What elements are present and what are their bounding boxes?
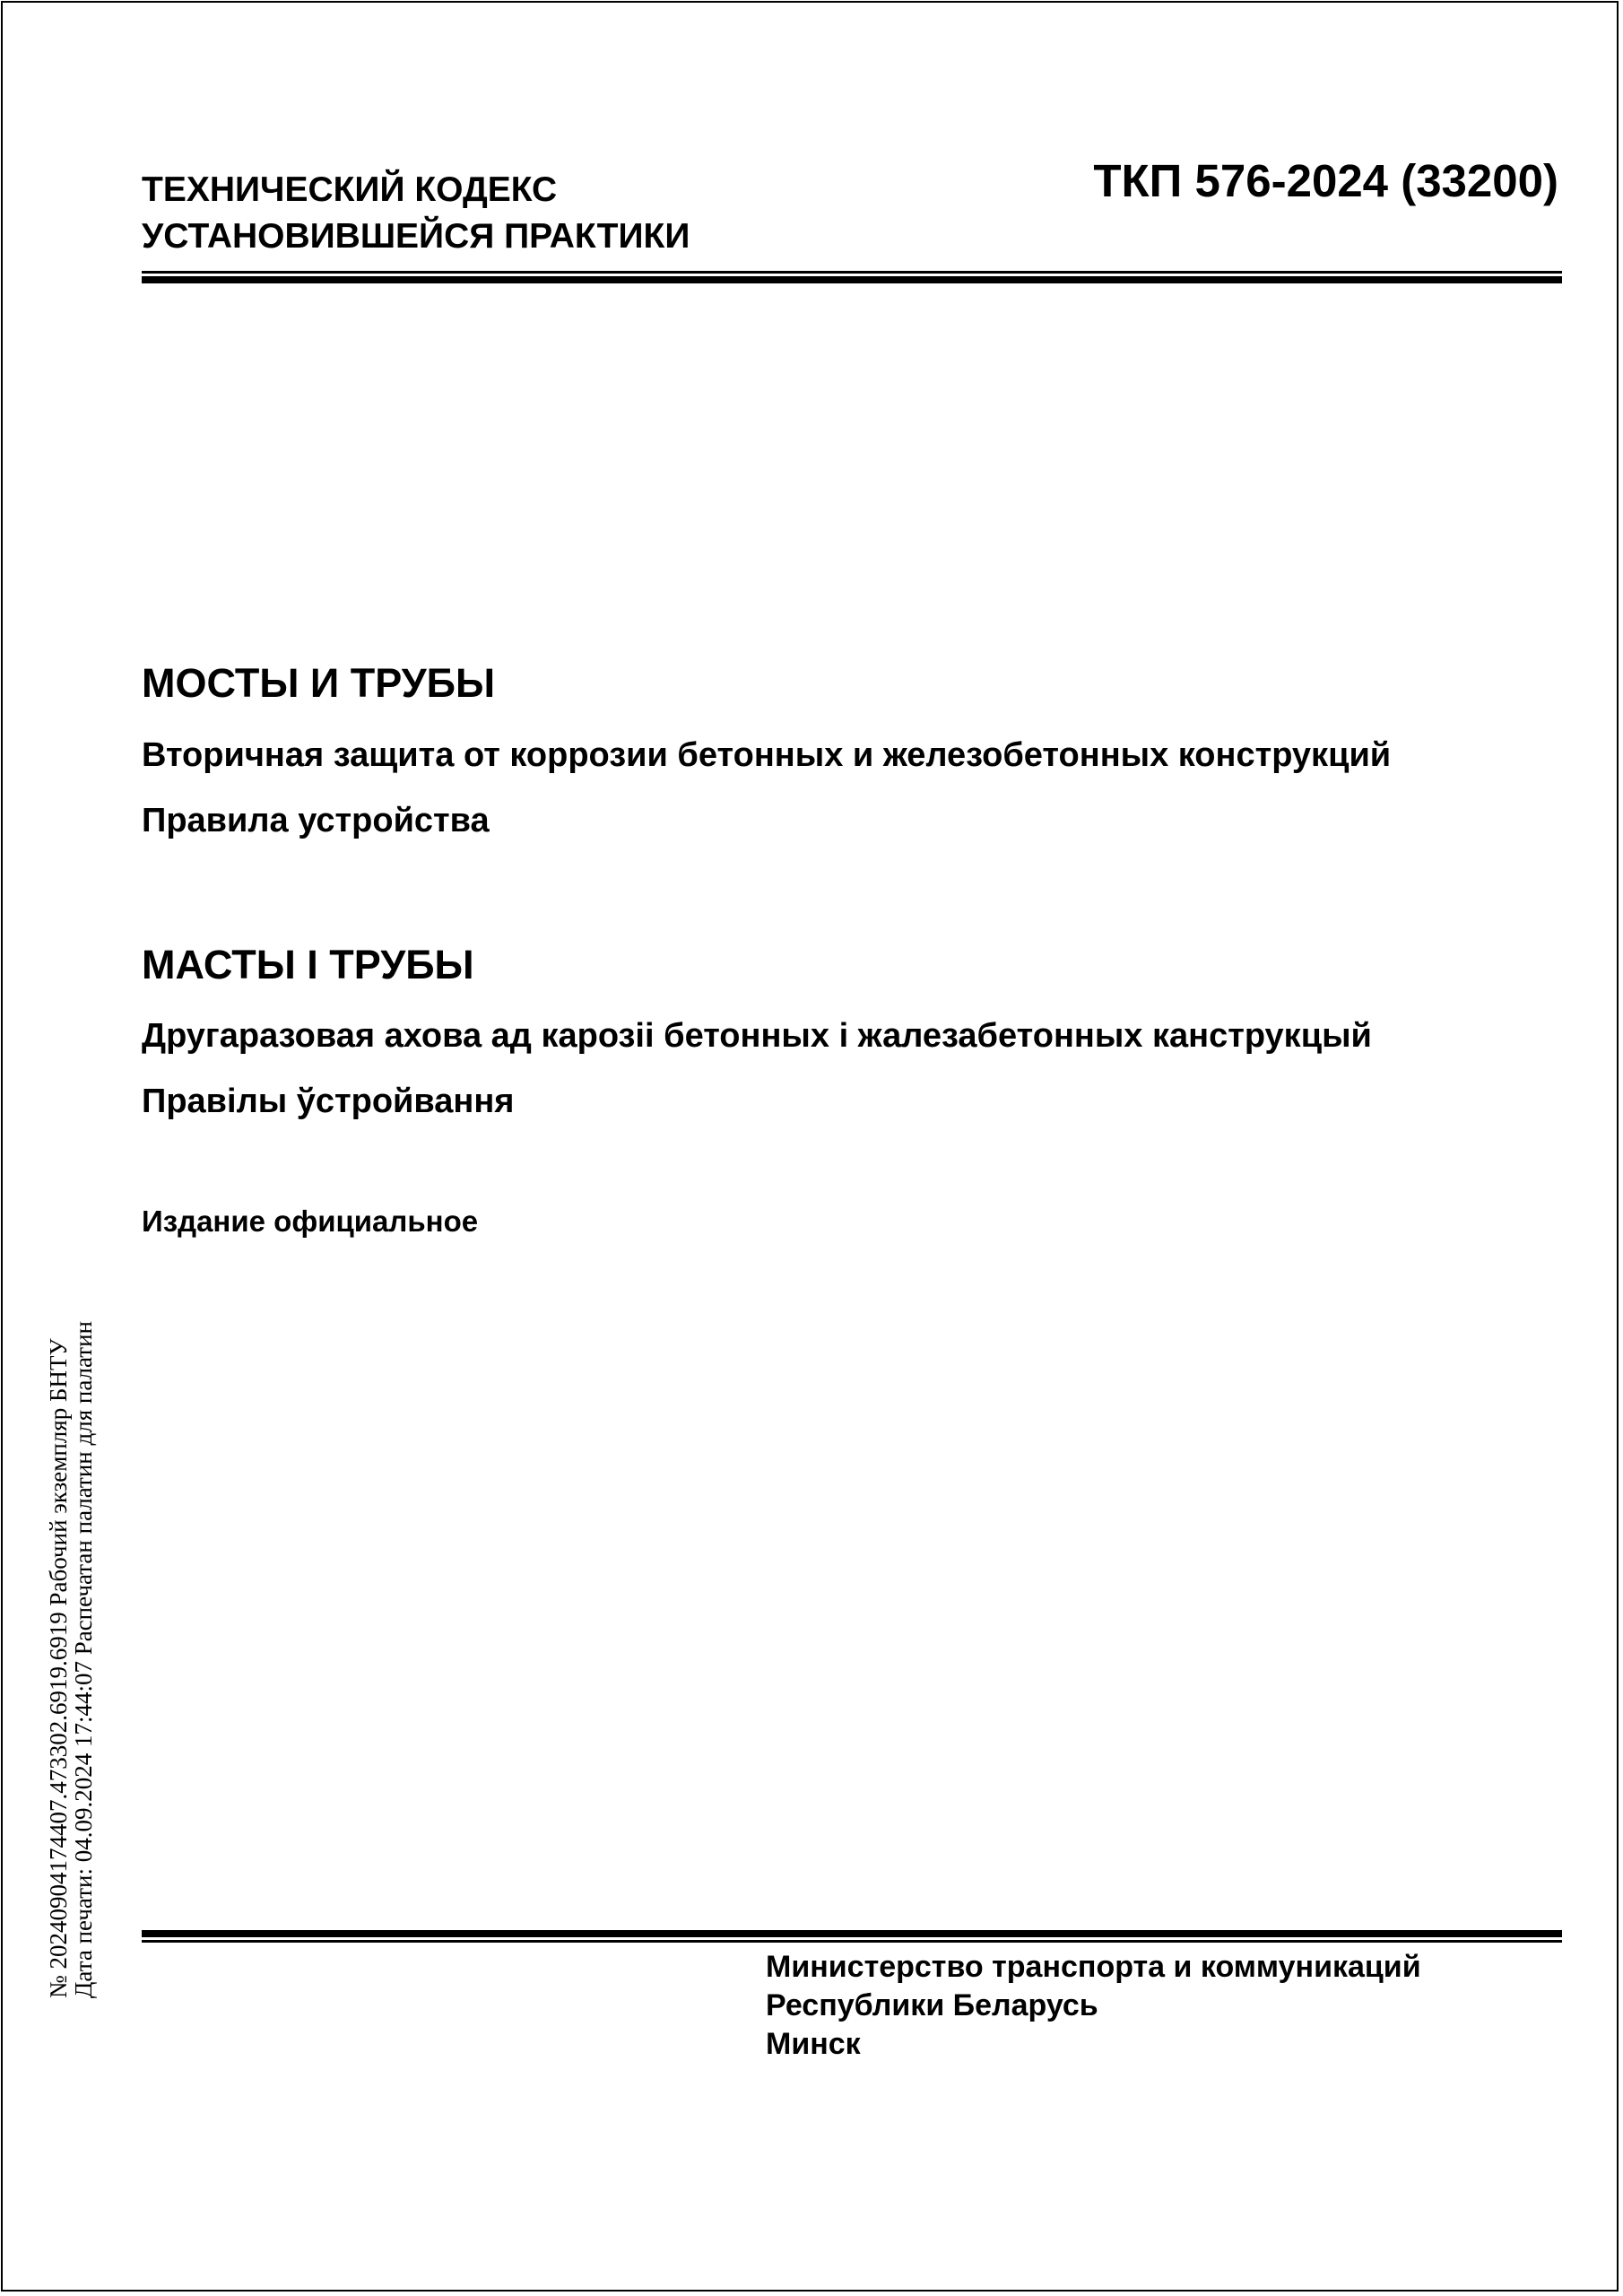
document-type-line-1: ТЕХНИЧЕСКИЙ КОДЕКС xyxy=(142,170,558,209)
document-type-line-2: УСТАНОВИВШЕЙСЯ ПРАКТИКИ xyxy=(142,217,690,256)
title-by-subtitle: Другаразовая ахова ад карозіі бетонных і жалезабетонных канструкцый xyxy=(142,1017,1372,1055)
title-by-rules: Правілы ўстройвання xyxy=(142,1083,515,1120)
header-rule-thin xyxy=(142,271,1562,274)
document-type-heading xyxy=(142,167,690,260)
publisher-block xyxy=(766,1948,1421,2064)
title-ru-main: МОСТЫ И ТРУБЫ xyxy=(142,660,496,706)
header-rule-thick xyxy=(142,276,1562,283)
title-ru-subtitle: Вторичная защита от коррозии бетонных и железобетонных конструкций xyxy=(142,736,1392,774)
footer-rule-thin xyxy=(142,1940,1562,1943)
publisher-line-1: Министерство транспорта и коммуникаций xyxy=(766,1950,1421,1984)
publisher-line-2: Республики Беларусь xyxy=(766,1988,1098,2022)
footer-rule-thick xyxy=(142,1930,1562,1937)
print-stamp-line-2: Дата печати: 04.09.2024 17:44:07 Распечатан палатин для палатин xyxy=(70,1321,97,1998)
print-stamp-line-1: № 20240904174407.473302.6919.6919 Рабочий экземпляр БНТУ xyxy=(45,1338,72,1998)
print-stamp xyxy=(46,1321,96,1998)
document-number: ТКП 576-2024 (33200) xyxy=(1093,155,1558,206)
publisher-city: Минск xyxy=(766,2027,861,2061)
title-by-main: МАСТЫ І ТРУБЫ xyxy=(142,942,474,987)
title-ru-rules: Правила устройства xyxy=(142,802,490,839)
edition-label: Издание официальное xyxy=(142,1205,479,1238)
